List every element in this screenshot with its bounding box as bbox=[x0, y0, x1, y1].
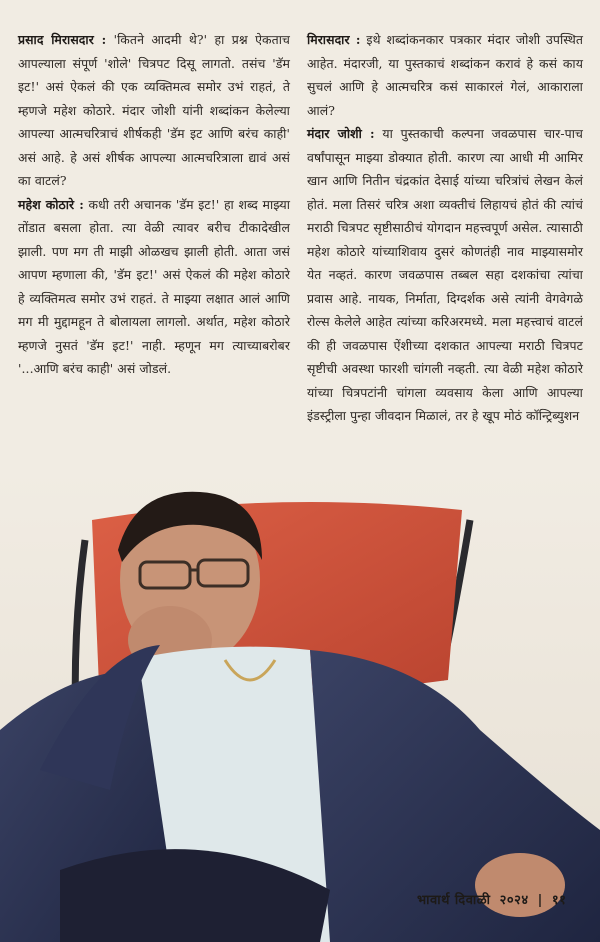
interview-paragraph bbox=[307, 28, 583, 122]
speaker-name: महेश कोठारे : bbox=[18, 196, 84, 212]
paragraph-text: इथे शब्दांकनकार पत्रकार मंदार जोशी उपस्थित आहेत. मंदारजी, या पुस्तकाचं शब्दांकन करावं हे कसं काय सुचलं आणि हे आत्मचरित्र कसं साकारलं गेलं, आकाराला आलं? bbox=[307, 32, 584, 118]
right-column bbox=[307, 28, 583, 428]
paragraph-text: कधी तरी अचानक 'डॅम इट!' हा शब्द माझ्या तोंडात बसला होता. त्या वेळी त्यावर बरीच टीकादेखील झाली. पण मग ती माझी ओळखच झाली होती. आता जसं आपण म्हणाला की, 'डॅम इट!' असं ऐकलं की महेश कोठारे हे व्यक्तिमत्व समोर उभं राहतं. ते माझ्या लक्षात आलं आणि मग मी मुद्दामहून ते बोलायला लागलो. अर्थात, महेश कोठारे म्हणजे नुसतं 'डॅम इट!' नाही. म्हणून मग त्याच्याबरोबर '...आणि बरंच काही' असं जोडलं. bbox=[18, 196, 291, 376]
paragraph-text: 'कितने आदमी थे?' हा प्रश्न ऐकताच आपल्याला संपूर्ण 'शोले' चित्रपट दिसू लागतो. तसंच 'डॅम इट!' असं ऐकलं की एक व्यक्तिमत्व समोर उभं राहतं, ते म्हणजे महेश कोठारे. मंदार जोशी यांनी शब्दांकन केलेल्या आपल्या आत्मचरित्राचं शीर्षकही 'डॅम इट आणि बरंच काही' असं आहे. हे असं शीर्षक आपल्या आत्मचरित्राला द्यावं असं का वाटलं? bbox=[18, 32, 290, 188]
speaker-name: मिरासदार : bbox=[307, 32, 361, 47]
interview-paragraph bbox=[307, 122, 583, 428]
page-footer bbox=[417, 890, 570, 908]
page-number: ११ bbox=[551, 893, 567, 908]
speaker-name: प्रसाद मिरासदार : bbox=[18, 32, 107, 47]
interview-paragraph bbox=[18, 28, 290, 193]
speaker-name: मंदार जोशी : bbox=[307, 126, 375, 141]
interview-paragraph bbox=[18, 193, 290, 381]
paragraph-text: या पुस्तकाची कल्पना जवळपास चार-पाच वर्षांपासून माझ्या डोक्यात होती. कारण त्या आधी मी आमिर खान आणि नितीन चंद्रकांत देसाई यांच्या चरित्रांचं लेखन केलं होतं. मला तिसरं चरित्र अशा व्यक्तीचं लिहायचं होतं की त्यांचं मराठी चित्रपट सृष्टीसाठीचं योगदान महत्त्वपूर्ण असेल. त्यासाठी महेश कोठारे यांच्याशिवाय दुसरं कोणतंही नाव माझ्यासमोर येत नव्हतं. कारण जवळपास तब्बल सहा दशकांचा त्यांचा प्रवास आहे. नायक, निर्माता, दिग्दर्शक असे त्यांनी वेगवेगळे रोल्स केलेले आहेत त्यांच्या करिअरमध्ये. मला महत्त्वाचं वाटलं की ही जवळपास ऐंशीच्या दशकात आपल्या मराठी चित्रपट सृष्टीची अवस्था फारशी चांगली नव्हती. त्या वेळी महेश कोठारे यांच्या चित्रपटांनी चांगला व्यवसाय केला आणि आपल्या इंडस्ट्रीला पुन्हा जीवदान मिळालं, तर हे खूप मोठं कॉन्ट्रिब्युशन bbox=[307, 126, 583, 423]
footer-separator: | bbox=[537, 893, 543, 908]
magazine-name: भावार्थ दिवाळी bbox=[417, 893, 491, 908]
left-column bbox=[18, 28, 290, 381]
portrait-photo bbox=[0, 470, 600, 942]
issue-year: २०२४ bbox=[499, 893, 529, 908]
